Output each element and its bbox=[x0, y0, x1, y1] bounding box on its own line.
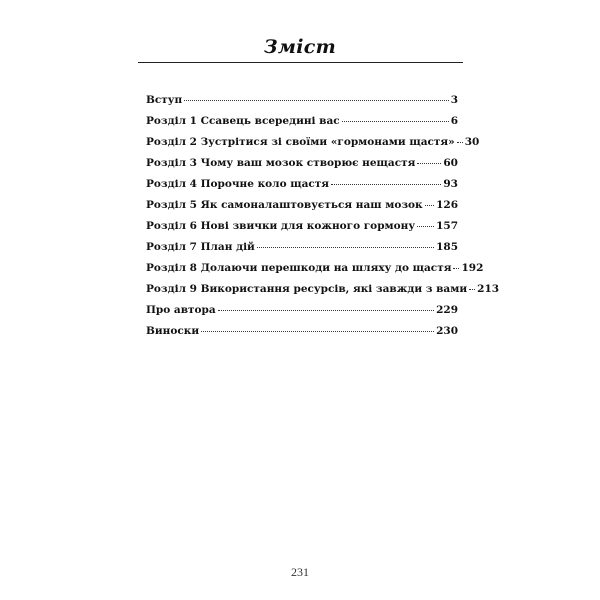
toc-leader-dots bbox=[257, 247, 434, 248]
toc-entry-page: 192 bbox=[461, 262, 484, 274]
toc-entry-page: 157 bbox=[436, 220, 458, 232]
toc-leader-dots bbox=[469, 289, 475, 290]
toc-entry-page: 3 bbox=[450, 94, 458, 106]
toc-entry-page: 30 bbox=[464, 136, 480, 148]
table-of-contents bbox=[146, 94, 500, 346]
toc-entry bbox=[146, 136, 480, 157]
toc-leader-dots bbox=[425, 205, 434, 206]
toc-entry bbox=[146, 178, 458, 199]
toc-entry-page: 93 bbox=[443, 178, 458, 190]
toc-entry-label: Розділ 7 План дій bbox=[146, 241, 255, 253]
toc-leader-dots bbox=[417, 163, 441, 164]
toc-leader-dots bbox=[457, 142, 463, 143]
toc-entry-label: Про автора bbox=[146, 304, 216, 316]
toc-leader-dots bbox=[218, 310, 434, 311]
toc-entry bbox=[146, 325, 458, 346]
toc-entry bbox=[146, 94, 458, 115]
toc-entry-page: 213 bbox=[477, 283, 500, 295]
page-number: 231 bbox=[291, 565, 309, 579]
toc-entry-label: Виноски bbox=[146, 325, 200, 337]
toc-entry-page: 6 bbox=[450, 115, 458, 127]
toc-leader-dots bbox=[201, 331, 434, 332]
toc-entry-label: Вступ bbox=[146, 94, 183, 106]
toc-entry-page: 126 bbox=[436, 199, 458, 211]
toc-entry-page: 60 bbox=[443, 157, 458, 169]
toc-entry-label: Розділ 1 Ссавець всередині вас bbox=[146, 115, 340, 127]
toc-entry-page: 185 bbox=[436, 241, 458, 253]
page-title: Зміст bbox=[263, 36, 337, 58]
toc-entry-label: Розділ 3 Чому ваш мозок створює нещастя bbox=[146, 157, 416, 169]
toc-entry bbox=[146, 157, 458, 178]
toc-entry-label: Розділ 5 Як самоналаштовується наш мозок bbox=[146, 199, 423, 211]
toc-entry-page: 230 bbox=[436, 325, 458, 337]
toc-entry-page: 229 bbox=[436, 304, 458, 316]
toc-entry-label: Розділ 9 Використання ресурсів, які завжди з вами bbox=[146, 283, 468, 295]
toc-leader-dots bbox=[453, 268, 459, 269]
toc-entry bbox=[146, 199, 458, 220]
toc-entry bbox=[146, 262, 484, 283]
title-divider bbox=[138, 62, 463, 63]
toc-entry-label: Розділ 4 Порочне коло щастя bbox=[146, 178, 330, 190]
toc-entry bbox=[146, 220, 458, 241]
toc-entry bbox=[146, 241, 458, 262]
toc-entry-label: Розділ 6 Нові звички для кожного гормону bbox=[146, 220, 416, 232]
toc-leader-dots bbox=[417, 226, 434, 227]
toc-leader-dots bbox=[184, 100, 449, 101]
toc-leader-dots bbox=[331, 184, 441, 185]
toc-leader-dots bbox=[342, 121, 449, 122]
toc-entry-label: Розділ 2 Зустрітися зі своїми «гормонами щастя» bbox=[146, 136, 455, 148]
toc-entry bbox=[146, 304, 458, 325]
toc-entry bbox=[146, 115, 458, 136]
toc-entry-label: Розділ 8 Долаючи перешкоди на шляху до щастя bbox=[146, 262, 452, 274]
toc-entry bbox=[146, 283, 500, 304]
